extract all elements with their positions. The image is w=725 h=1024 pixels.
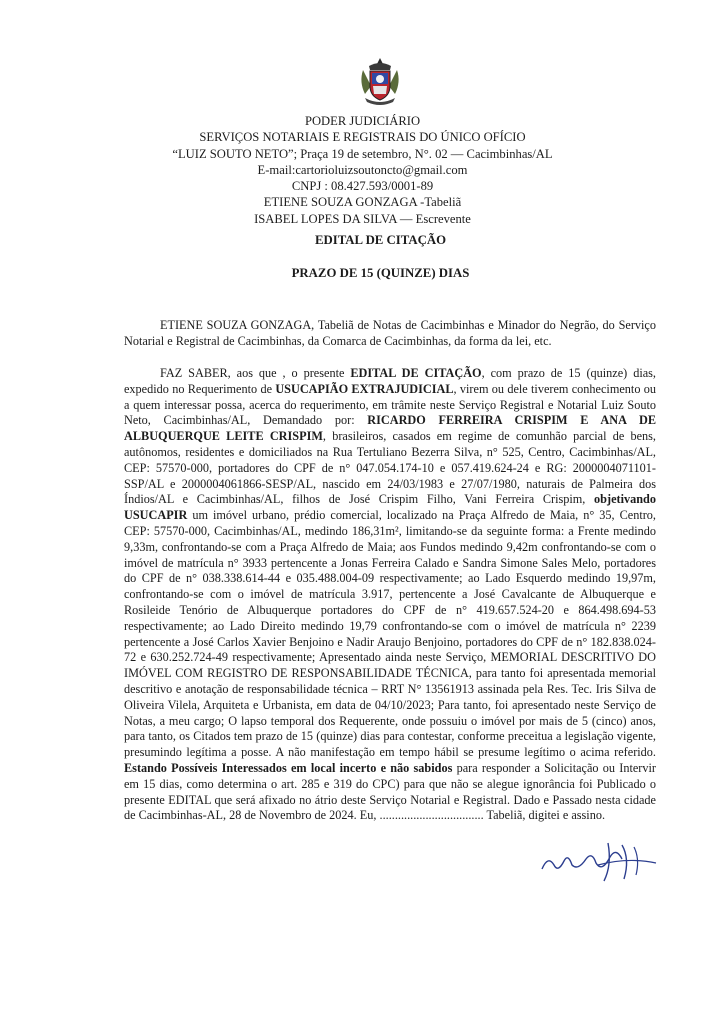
header-line-cnpj: CNPJ : 08.427.593/0001-89	[291, 179, 434, 194]
document-title: EDITAL DE CITAÇÃO	[314, 233, 447, 247]
header-line-address: “LUIZ SOUTO NETO”; Praça 19 de setembro, N°. 02 — Cacimbinhas/AL	[172, 146, 553, 161]
intro-paragraph: ETIENE SOUZA GONZAGA, Tabeliã de Notas de Cacimbinhas e Minador do Negrão, do Serviço Notarial e Registral de Cacimbinhas, da Comarca de Cacimbinhas, da forma da lei, etc.	[124, 318, 656, 348]
text-segment: FAZ SABER, aos que , o presente	[160, 366, 351, 380]
header-line-email: E-mail:cartorioluizsoutoncto@gmail.com	[257, 162, 468, 177]
bold-segment: USUCAPIÃO EXTRAJUDICIAL	[275, 381, 454, 396]
text-segment: Tabeliã, digitei e assino.	[483, 808, 606, 823]
bold-segment: Estando Possíveis Interessados em local incerto e não sabidos	[124, 760, 453, 775]
bold-segment: RICARDO FERREIRA CRISPIM E ANA DE ALBUQUERQUE LEITE CRISPIM	[124, 413, 656, 444]
text-segment: um imóvel urbano, prédio comercial, localizado na Praça Alfredo de Maia, n° 35, Centro, CEP: 57570-000, Cacimbinhas/AL, medindo 186,31m², limitando-se da seguinte forma: a Frente medindo 9,33m, confrontando-se com a Praça Alfredo de Maia; aos Fundos medindo 9,42m confrontando-se com o imóvel de matrícula n° 3933 pertencente a Jonas Ferreira Calado e Sandra Simone Sales Melo, portadores do CPF de n° 038.338.614-44 e 035.488.004-09 respectivamente; ao Lado Esquerdo medindo 19,97m, confrontando-se com o imóvel de matrícula 3.917, pertencente a José Cavalcante de Albuquerque e Rosileide Tenório de Albuquerque portadores do CPF de n° 419.657.524-20 e 864.498.694-53 respectivamente; ao Lado Direito medindo 19,79 confrontando-se com o imóvel de matrícula n° 2239 pertencente a José Carlos Xavier Benjoino e Nadir Araujo Benjoino, portadores do CPF de n° 182.838.024-72 e 630.252.724-49 respectivamente; Apresentado ainda neste Serviço, MEMORIAL DESCRITIVO DO IMÓVEL COM REGISTRO DE RESPONSABILIDADE TÉCNICA, para tanto foi apresentada memorial descritivo e anotação de responsabilidade técnica – RRT N° 13561913 assinada pela Res. Tec. Iris Silva de Oliveira Vilela, Arquiteta e Urbanista, em data de 04/10/2023; Para tanto, foi apresentado neste Serviço de Notas, a meu cargo; O lapso temporal dos Requerente, onde possuiu o imóvel por mais de 5 (cinco) anos, para tanto, os Citados tem prazo de 15 (quinze) dias para contestar, conforme preceitua a legislação vigente, presumindo legítima a posse. A não manifestação em tempo hábil se presume legítimo o acima referido.	[124, 508, 656, 760]
text-segment: para responder a Solicitação ou Intervir em 15 dias, como determina o art. 285 e 319 do CPC) para que não se alegue ignorância foi Publicado o presente EDITAL que será afixado no átrio deste Serviço Notarial e Registral. Dado e Passado nesta cidade de Cacimbinhas-AL, 28 de Novembro de 2024. Eu,	[124, 760, 656, 823]
text-segment: , virem ou dele tiverem conhecimento ou a quem interessar possa, acerca do requerimento, em trâmite neste Serviço Registral e Notarial Luiz Souto Neto, Cacimbinhas/AL, Demandado por:	[124, 381, 656, 428]
header-line-clerk: ISABEL LOPES DA SILVA — Escrevente	[254, 211, 471, 226]
main-paragraph	[124, 366, 656, 824]
handwritten-signature-icon	[538, 835, 668, 885]
header-line-services: SERVIÇOS NOTARIAIS E REGISTRAIS DO ÚNICO OFÍCIO	[199, 130, 526, 145]
signature-dots: ..................................	[379, 808, 484, 823]
document-subtitle: PRAZO DE 15 (QUINZE) DIAS	[291, 266, 470, 280]
bold-segment: objetivando USUCAPIR	[124, 492, 656, 523]
header-line-judiciary: PODER JUDICIÁRIO	[304, 114, 421, 128]
header-line-notary: ETIENE SOUZA GONZAGA -Tabeliã	[263, 195, 462, 210]
coat-of-arms-icon	[357, 56, 403, 108]
registry-header	[0, 113, 725, 227]
text-segment: , brasileiros, casados em regime de comunhão parcial de bens, autônomos, residentes e domiciliados na Rua Tertuliano Bezerra Silva, n° 525, Centro, Cacimbinhas/AL, CEP: 57570-000, portadores do CPF de n° 047.054.174-10 e 057.419.624-24 e RG: 2000004071101-SSP/AL e 2000004061866-SESP/AL, nascido em 24/03/1983 e 27/07/1980, naturais de Palmeira dos Índios/AL e Cacimbinhas/AL, filhos de José Crispim Filho, Vani Ferreira Crispim,	[124, 429, 656, 507]
text-segment: , com prazo de 15 (quinze) dias, expedido no Requerimento de	[124, 366, 656, 396]
bold-segment: EDITAL DE CITAÇÃO	[350, 366, 482, 380]
